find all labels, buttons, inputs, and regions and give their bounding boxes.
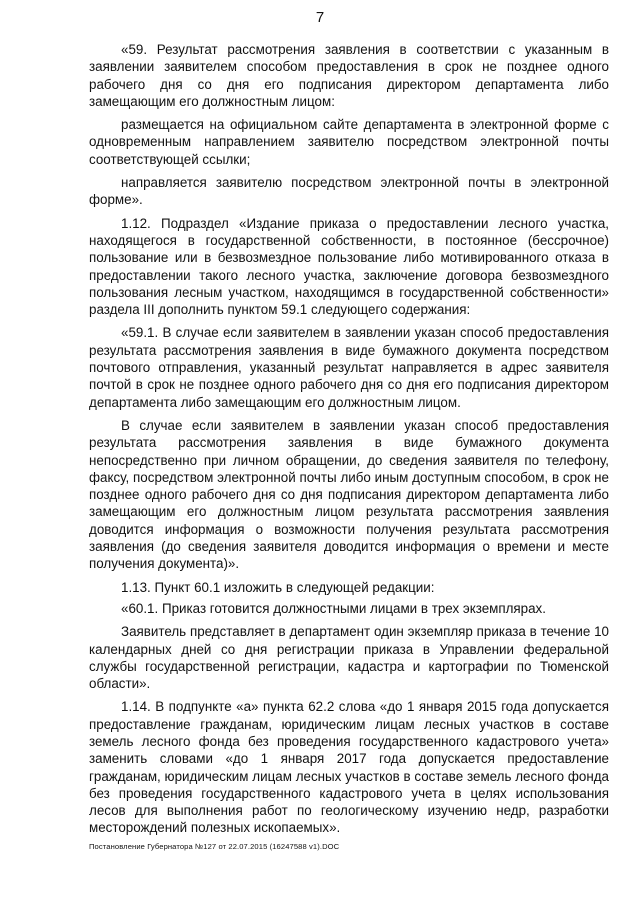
paragraph-personal-visit: В случае если заявителем в заявлении указан способ предоставления результата рассмотрения заявления в виде бумажного документа непосредственно при личном обращении, до сведения заявителя по телефону, факсу, посредством электронной почты либо иным доступным способом, в срок не позднее одного рабочего дня со дня подписания директором департамента либо замещающим его должностным лицом результата рассмотрения заявления доводится информация о возможности получения результата рассмотрения заявления (до сведения заявителя доводится информация о времени и месте получения документа)».	[89, 417, 609, 572]
paragraph-website-publication: размещается на официальном сайте департамента в электронной форме с одновременным направлением заявителю посредством электронной почты соответствующей ссылки;	[89, 117, 609, 167]
paragraph-1-12: 1.12. Подраздел «Издание приказа о предоставлении лесного участка, находящегося в государственной собственности, в постоянное (бессрочное) пользование или в безвозмездное пользование либо мотивированного отказа в предоставлении такого лесного участка, заключение договора безвозмездного пользования лесным участком, находящимся в государственной собственности» раздела III дополнить пунктом 59.1 следующего содержания:	[89, 215, 609, 318]
paragraph-1-13: 1.13. Пункт 60.1 изложить в следующей редакции:	[121, 579, 435, 595]
document-footer: Постановление Губернатора №127 от 22.07.2015 (16247588 v1).DOC	[89, 842, 340, 851]
paragraph-59-1: «59.1. В случае если заявителем в заявлении указан способ предоставления результата рассмотрения заявления в виде бумажного документа посредством почтового отправления, указанный результат направляется в адрес заявителя почтой в срок не позднее одного рабочего дня со дня его подписания директором департамента либо замещающим его должностным лицом.	[89, 325, 609, 410]
page-number: 7	[315, 9, 325, 26]
document-body	[89, 41, 609, 843]
paragraph-email-delivery: направляется заявителю посредством электронной почты в электронной форме».	[89, 175, 609, 208]
paragraph-59: «59. Результат рассмотрения заявления в соответствии с указанным в заявлении заявителем способом предоставления в срок не позднее одного рабочего дня со дня его подписания директором департамента либо замещающим его должностным лицом:	[89, 42, 609, 109]
paragraph-1-14: 1.14. В подпункте «а» пункта 62.2 слова «до 1 января 2015 года допускается предоставление гражданам, юридическим лицам лесных участков в составе земель лесного фонда без проведения государственного кадастрового учета» заменить словами «до 1 января 2017 года допускается предоставление гражданам, юридическим лицам лесных участков в составе земель лесного фонда без проведения государственного кадастрового учета в целях использования лесов для выполнения работ по геологическому изучению недр, разработки месторождений полезных ископаемых».	[89, 699, 609, 836]
paragraph-applicant-copy: Заявитель представляет в департамент один экземпляр приказа в течение 10 календарных дней со дня регистрации приказа в Управлении федеральной службы государственной регистрации, кадастра и картографии по Тюменской области».	[89, 624, 609, 692]
paragraph-60-1: «60.1. Приказ готовится должностными лицами в трех экземплярах.	[121, 600, 546, 616]
